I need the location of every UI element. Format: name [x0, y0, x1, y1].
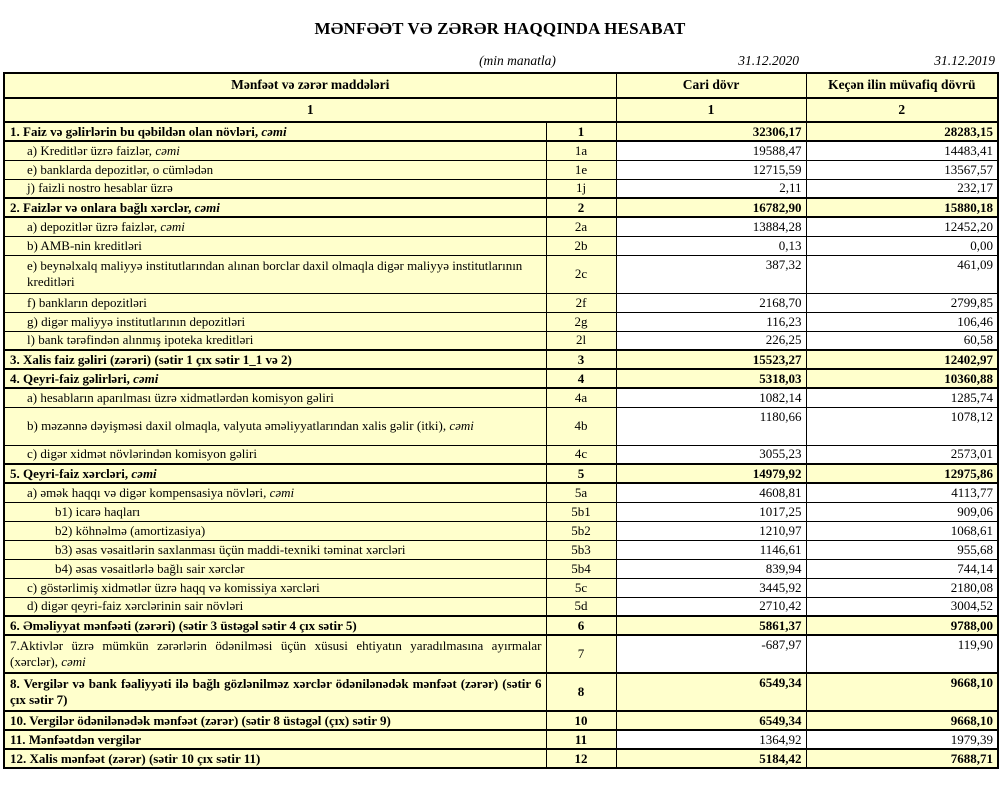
row-code: 2g — [546, 312, 616, 331]
table-row — [4, 122, 998, 141]
row-value-prior: 461,09 — [806, 255, 998, 293]
row-value-current: 12715,59 — [616, 160, 806, 179]
report-table-body — [4, 122, 998, 768]
row-label: b4) əsas vəsaitlərlə bağlı sair xərclər — [4, 559, 546, 578]
row-label: e) beynəlxalq maliyyə institutlarından alınan borclar daxil olmaqla digər maliyyə institutlarının kreditləri — [4, 255, 546, 293]
row-label: 7.Aktivlər üzrə mümkün zərərlərin ödənilməsi üçün xüsusi ehtiyatın yaradılmasına ayırmalar (xərclər), cəmi — [4, 635, 546, 673]
row-label-cami-italic: cəmi — [261, 123, 287, 139]
numbering-prior: 2 — [806, 98, 998, 122]
row-code: 4a — [546, 388, 616, 407]
row-label: b1) icarə haqları — [4, 502, 546, 521]
row-value-prior: 60,58 — [806, 331, 998, 350]
row-value-current: 1146,61 — [616, 540, 806, 559]
row-code: 5b3 — [546, 540, 616, 559]
table-row — [4, 312, 998, 331]
row-value-current: 3055,23 — [616, 445, 806, 464]
row-code: 3 — [546, 350, 616, 369]
report-table — [3, 72, 999, 769]
row-value-current: 19588,47 — [616, 141, 806, 160]
row-label-cami-italic: cəmi — [133, 370, 159, 386]
row-code: 1j — [546, 179, 616, 198]
row-label: 6. Əməliyyat mənfəəti (zərəri) (sətir 3 üstəgəl sətir 4 çıx sətir 5) — [4, 616, 546, 635]
row-label: e) banklarda depozitlər, o cümlədən — [4, 160, 546, 179]
row-value-current: 6549,34 — [616, 673, 806, 711]
row-value-prior: 1285,74 — [806, 388, 998, 407]
row-value-prior: 10360,88 — [806, 369, 998, 388]
row-code: 5b4 — [546, 559, 616, 578]
row-code: 2c — [546, 255, 616, 293]
row-code: 4b — [546, 407, 616, 445]
header-items-label: Mənfəət və zərər maddələri — [4, 73, 616, 98]
row-label: b3) əsas vəsaitlərin saxlanması üçün maddi-texniki təminat xərcləri — [4, 540, 546, 559]
row-code: 5a — [546, 483, 616, 502]
row-value-current: -687,97 — [616, 635, 806, 673]
table-row — [4, 331, 998, 350]
table-row — [4, 616, 998, 635]
row-value-current: 14979,92 — [616, 464, 806, 483]
row-code: 2l — [546, 331, 616, 350]
row-code: 5d — [546, 597, 616, 616]
header-prior-period: Keçən ilin müvafiq dövrü — [806, 73, 998, 98]
row-value-prior: 28283,15 — [806, 122, 998, 141]
row-value-prior: 12402,97 — [806, 350, 998, 369]
table-row — [4, 578, 998, 597]
table-row — [4, 217, 998, 236]
row-value-prior: 9668,10 — [806, 673, 998, 711]
table-row — [4, 255, 998, 293]
row-value-current: 15523,27 — [616, 350, 806, 369]
table-row — [4, 711, 998, 730]
row-code: 11 — [546, 730, 616, 749]
row-label: 11. Mənfəətdən vergilər — [4, 730, 546, 749]
table-row — [4, 559, 998, 578]
row-label: l) bank tərəfindən alınmış ipoteka kreditləri — [4, 331, 546, 350]
row-code: 5 — [546, 464, 616, 483]
row-value-current: 5861,37 — [616, 616, 806, 635]
row-label-cami-italic: cəmi — [194, 199, 220, 215]
row-label-cami-italic: cəmi — [61, 654, 86, 669]
table-row — [4, 673, 998, 711]
row-value-prior: 2180,08 — [806, 578, 998, 597]
row-value-prior: 12975,86 — [806, 464, 998, 483]
row-value-prior: 0,00 — [806, 236, 998, 255]
row-label: b) AMB-nin kreditləri — [4, 236, 546, 255]
row-label-cami-italic: cəmi — [160, 218, 185, 234]
table-row — [4, 445, 998, 464]
row-label: 4. Qeyri-faiz gəlirləri, cəmi — [4, 369, 546, 388]
row-value-prior: 1078,12 — [806, 407, 998, 445]
row-label: 1. Faiz və gəlirlərin bu qəbildən olan növləri, cəmi — [4, 122, 546, 141]
row-label: a) hesabların aparılması üzrə xidmətlərdən komisyon gəliri — [4, 388, 546, 407]
header-row — [4, 73, 998, 98]
row-value-prior: 744,14 — [806, 559, 998, 578]
table-row — [4, 635, 998, 673]
row-code: 12 — [546, 749, 616, 768]
row-label: b) məzənnə dəyişməsi daxil olmaqla, valyuta əməliyyatlarından xalis gəlir (itki), cəmi — [4, 407, 546, 445]
table-row — [4, 179, 998, 198]
row-value-current: 2168,70 — [616, 293, 806, 312]
row-code: 2f — [546, 293, 616, 312]
table-row — [4, 160, 998, 179]
row-label: 5. Qeyri-faiz xərcləri, cəmi — [4, 464, 546, 483]
table-row — [4, 502, 998, 521]
row-value-current: 1210,97 — [616, 521, 806, 540]
row-value-current: 5184,42 — [616, 749, 806, 768]
row-code: 1 — [546, 122, 616, 141]
row-value-current: 3445,92 — [616, 578, 806, 597]
header-current-period: Cari dövr — [616, 73, 806, 98]
row-value-prior: 13567,57 — [806, 160, 998, 179]
row-value-current: 387,32 — [616, 255, 806, 293]
row-code: 8 — [546, 673, 616, 711]
row-label-cami-italic: cəmi — [269, 484, 295, 500]
row-label-cami-italic: cəmi — [131, 465, 157, 481]
row-label: 12. Xalis mənfəət (zərər) (sətir 10 çıx sətir 11) — [4, 749, 546, 768]
table-row — [4, 388, 998, 407]
row-label: c) digər xidmət növlərindən komisyon gəliri — [4, 445, 546, 464]
row-label: a) depozitlər üzrə faizlər, cəmi — [4, 217, 546, 236]
row-value-prior: 2573,01 — [806, 445, 998, 464]
row-value-current: 32306,17 — [616, 122, 806, 141]
row-value-prior: 9668,10 — [806, 711, 998, 730]
table-row — [4, 236, 998, 255]
row-value-prior: 119,90 — [806, 635, 998, 673]
table-row — [4, 293, 998, 312]
row-value-current: 1364,92 — [616, 730, 806, 749]
row-value-prior: 15880,18 — [806, 198, 998, 217]
row-code: 4c — [546, 445, 616, 464]
row-code: 5b1 — [546, 502, 616, 521]
table-row — [4, 521, 998, 540]
row-label: 3. Xalis faiz gəliri (zərəri) (sətir 1 çıx sətir 1_1 və 2) — [4, 350, 546, 369]
row-value-current: 1017,25 — [616, 502, 806, 521]
row-label: a) Kreditlər üzrə faizlər, cəmi — [4, 141, 546, 160]
row-value-prior: 1979,39 — [806, 730, 998, 749]
row-value-prior: 909,06 — [806, 502, 998, 521]
row-value-prior: 12452,20 — [806, 217, 998, 236]
row-value-current: 5318,03 — [616, 369, 806, 388]
row-code: 1a — [546, 141, 616, 160]
row-code: 2 — [546, 198, 616, 217]
numbering-items: 1 — [4, 98, 616, 122]
row-code: 2a — [546, 217, 616, 236]
row-value-current: 116,23 — [616, 312, 806, 331]
row-value-current: 2710,42 — [616, 597, 806, 616]
table-row — [4, 350, 998, 369]
row-value-prior: 1068,61 — [806, 521, 998, 540]
row-label-cami-italic: cəmi — [155, 142, 180, 158]
row-label: f) bankların depozitləri — [4, 293, 546, 312]
row-value-current: 16782,90 — [616, 198, 806, 217]
date-current: 31.12.2020 — [738, 53, 799, 68]
numbering-current: 1 — [616, 98, 806, 122]
row-label: g) digər maliyyə institutlarının depozitləri — [4, 312, 546, 331]
table-row — [4, 730, 998, 749]
row-label: 2. Faizlər və onlara bağlı xərclər, cəmi — [4, 198, 546, 217]
row-value-current: 839,94 — [616, 559, 806, 578]
row-value-prior: 9788,00 — [806, 616, 998, 635]
table-row — [4, 483, 998, 502]
row-label: a) əmək haqqı və digər kompensasiya növləri, cəmi — [4, 483, 546, 502]
row-value-current: 226,25 — [616, 331, 806, 350]
row-label: 10. Vergilər ödənilənədək mənfəət (zərər) (sətir 8 üstəgəl (çıx) sətir 9) — [4, 711, 546, 730]
table-row — [4, 464, 998, 483]
row-value-current: 6549,34 — [616, 711, 806, 730]
row-label-cami-italic: cəmi — [449, 418, 474, 434]
row-code: 4 — [546, 369, 616, 388]
row-label: c) göstərlimiş xidmətlər üzrə haqq və komissiya xərcləri — [4, 578, 546, 597]
row-value-prior: 232,17 — [806, 179, 998, 198]
row-code: 6 — [546, 616, 616, 635]
table-row — [4, 407, 998, 445]
column-numbering-row — [4, 98, 998, 122]
row-code: 2b — [546, 236, 616, 255]
row-value-prior: 2799,85 — [806, 293, 998, 312]
table-row — [4, 141, 998, 160]
row-value-prior: 7688,71 — [806, 749, 998, 768]
row-code: 5b2 — [546, 521, 616, 540]
row-label: d) digər qeyri-faiz xərclərinin sair növləri — [4, 597, 546, 616]
row-value-prior: 3004,52 — [806, 597, 998, 616]
row-value-current: 1180,66 — [616, 407, 806, 445]
table-row — [4, 597, 998, 616]
row-value-prior: 955,68 — [806, 540, 998, 559]
unit-note: (min manatla) — [479, 53, 556, 68]
row-value-current: 13884,28 — [616, 217, 806, 236]
row-value-prior: 106,46 — [806, 312, 998, 331]
row-value-current: 1082,14 — [616, 388, 806, 407]
row-label: j) faizli nostro hesablar üzrə — [4, 179, 546, 198]
table-row — [4, 198, 998, 217]
row-value-prior: 4113,77 — [806, 483, 998, 502]
row-value-prior: 14483,41 — [806, 141, 998, 160]
row-code: 5c — [546, 578, 616, 597]
row-label: b2) köhnəlmə (amortizasiya) — [4, 521, 546, 540]
row-value-current: 4608,81 — [616, 483, 806, 502]
subheader-line — [0, 53, 1000, 70]
report-page — [0, 19, 1000, 789]
page-title: MƏNFƏƏT VƏ ZƏRƏR HAQQINDA HESABAT — [314, 19, 686, 38]
table-row — [4, 540, 998, 559]
row-code: 1e — [546, 160, 616, 179]
row-label: 8. Vergilər və bank fəaliyyəti ilə bağlı gözlənilməz xərclər ödənilənədək mənfəət (zərər) (sətir 6 çıx sətir 7) — [4, 673, 546, 711]
row-value-current: 0,13 — [616, 236, 806, 255]
date-prior: 31.12.2019 — [934, 53, 995, 68]
row-code: 10 — [546, 711, 616, 730]
row-value-current: 2,11 — [616, 179, 806, 198]
row-code: 7 — [546, 635, 616, 673]
table-row — [4, 749, 998, 768]
table-row — [4, 369, 998, 388]
